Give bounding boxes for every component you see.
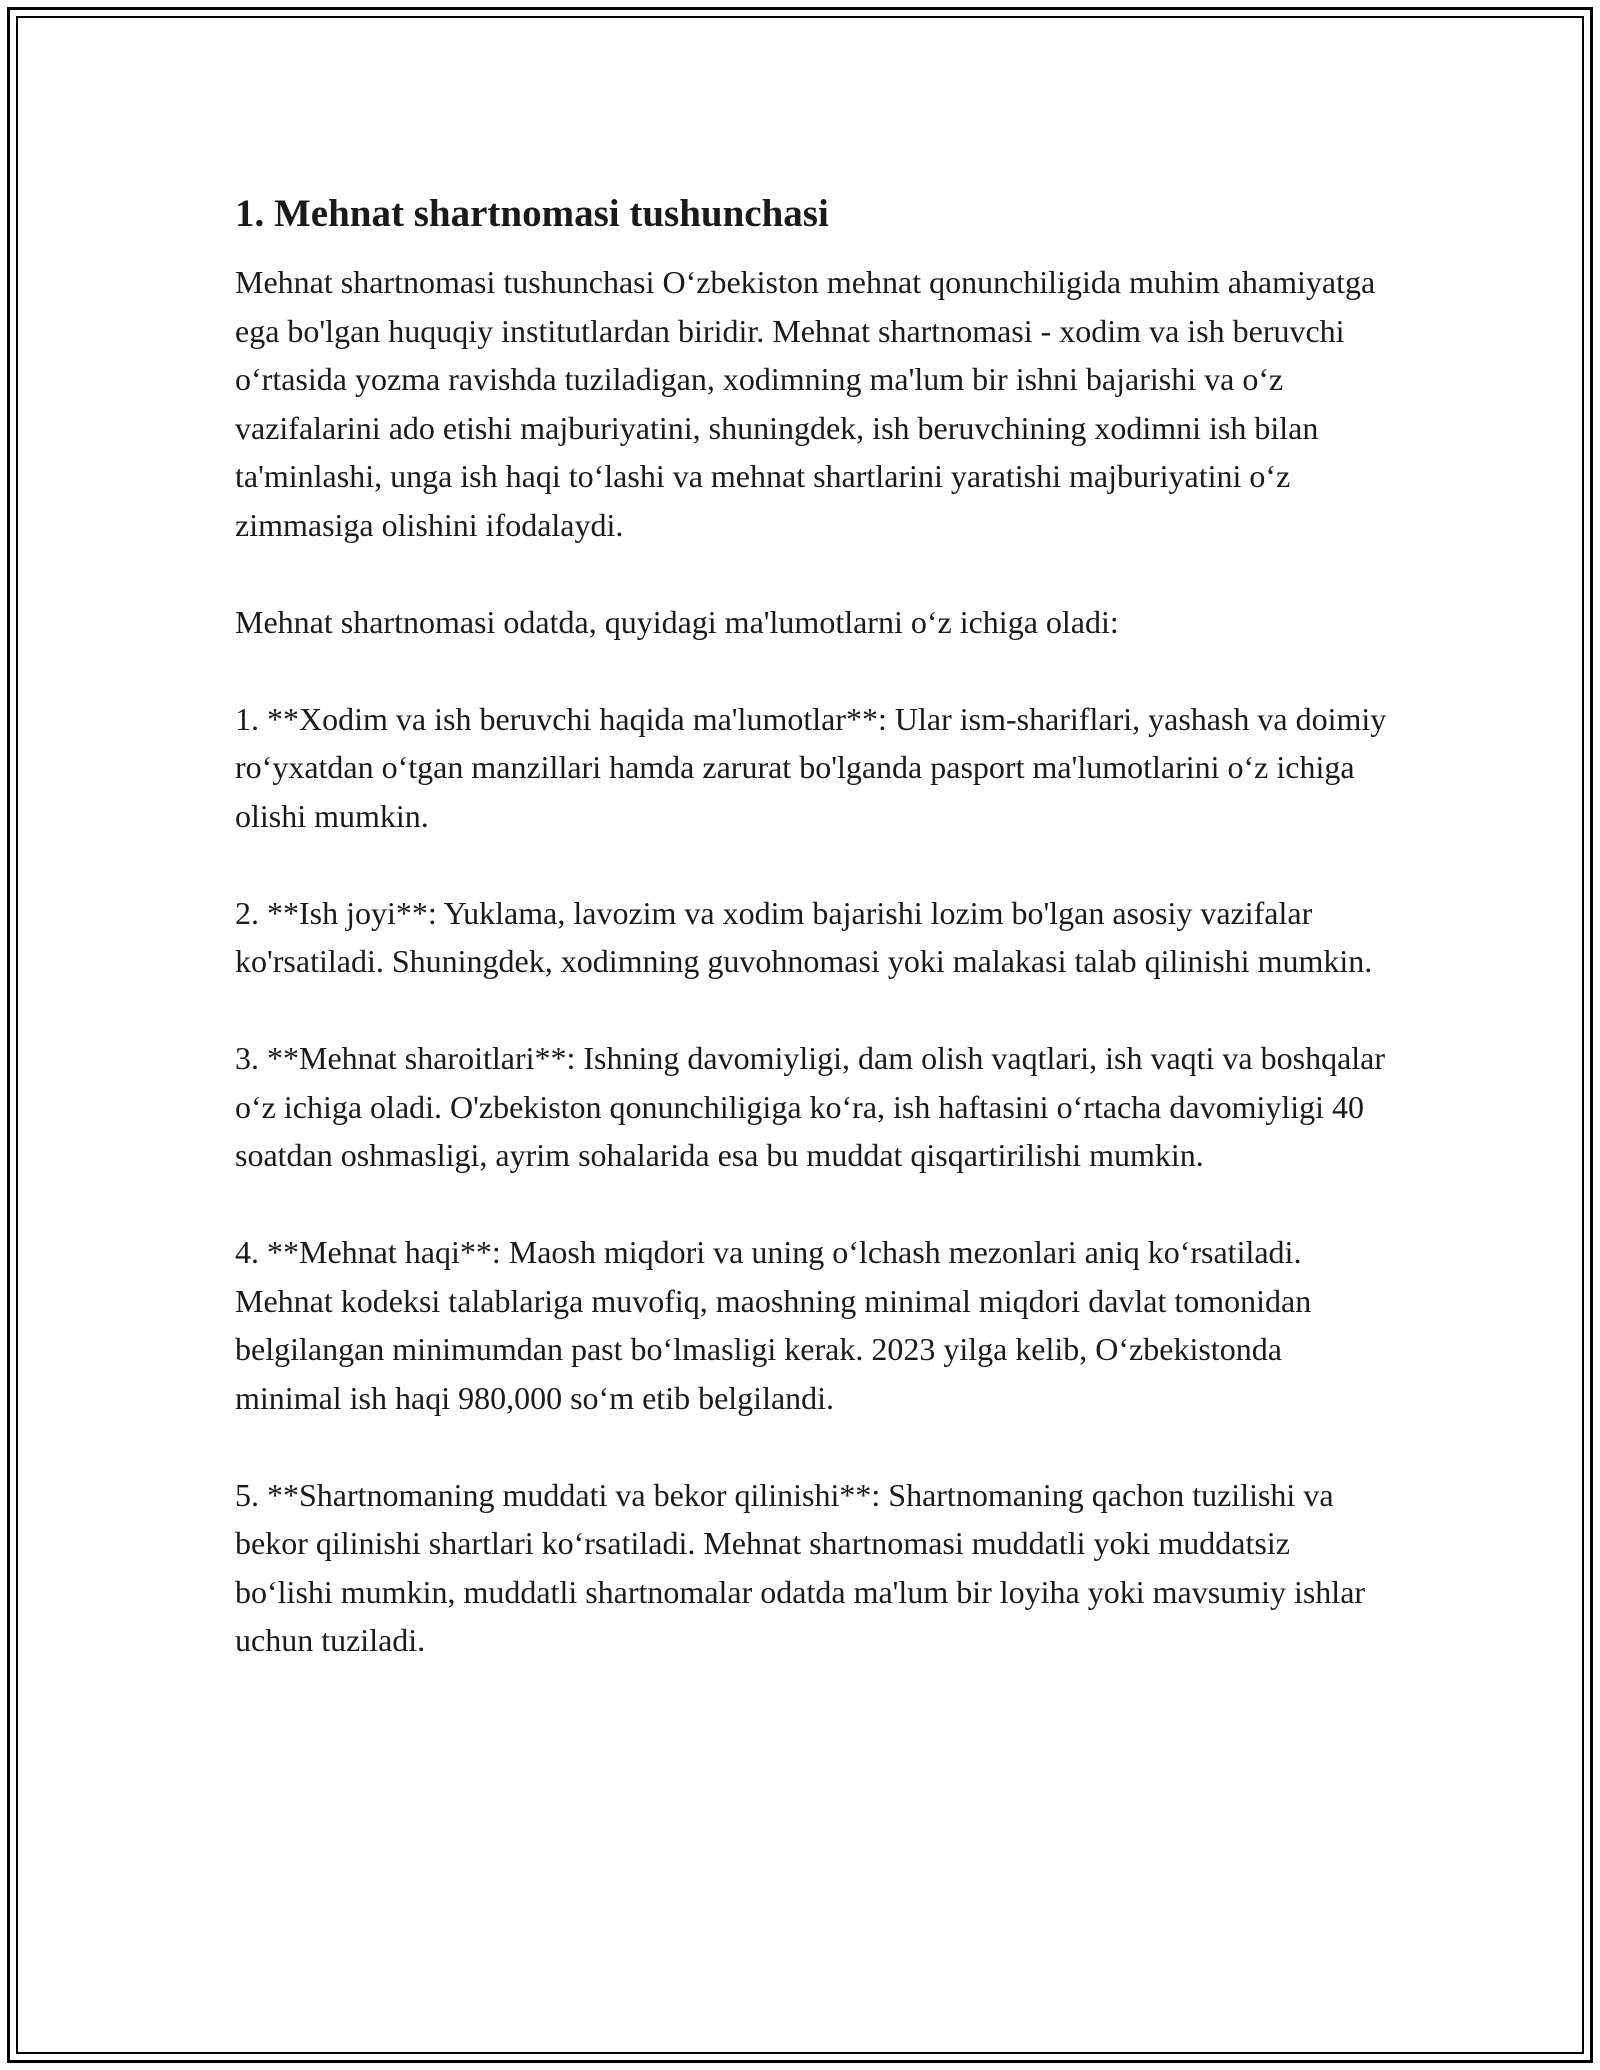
list-item-employee-employer-info: 1. **Xodim va ish beruvchi haqida ma'lumotlar**: Ular ism-shariflari, yashash va doimiy ro‘yxatdan o‘tgan manzillari hamda zarurat bo'lganda pasport ma'lumotlarini o‘z ichiga olishi mumkin. [235, 700, 1387, 834]
list-item-working-conditions: 3. **Mehnat sharoitlari**: Ishning davomiyligi, dam olish vaqtlari, ish vaqti va boshqalar o‘z ichiga oladi. O'zbekiston qonunchiligiga ko‘ra, ish haftasini o‘rtacha davomiyligi 40 soatdan oshmasligi, ayrim sohalarida esa bu muddat qisqartirilishi mumkin. [235, 1040, 1386, 1173]
section-heading: 1. Mehnat shartnomasi tushunchasi [235, 192, 829, 235]
list-item-workplace: 2. **Ish joyi**: Yuklama, lavozim va xodim bajarishi lozim bo'lgan asosiy vazifalar ko'rsatiladi. Shuningdek, xodimning guvohnomasi yoki malakasi talab qilinishi mumkin. [235, 894, 1373, 979]
intro-paragraph: Mehnat shartnomasi tushunchasi O‘zbekiston mehnat qonunchiligida muhim ahamiyatga ega bo'lgan huquqiy institutlardan biridir. Mehnat shartnomasi - xodim va ish beruvchi o‘rtasida yozma ravishda tuziladigan, xodimning ma'lum bir ishni bajarishi va o‘z vazifalarini ado etishi majburiyatini, shuningdek, ish beruvchining xodimni ish bilan ta'minlashi, unga ish haqi to‘lashi va mehnat shartlarini yaratishi majburiyatini o‘z zimmasiga olishini ifodalaydi. [235, 264, 1376, 543]
list-intro-paragraph: Mehnat shartnomasi odatda, quyidagi ma'lumotlarni o‘z ichiga oladi: [235, 603, 1119, 640]
list-item-contract-term: 5. **Shartnomaning muddati va bekor qilinishi**: Shartnomaning qachon tuzilishi va bekor qilinishi shartlari ko‘rsatiladi. Mehnat shartnomasi muddatli yoki muddatsiz bo‘lishi mumkin, muddatli shartnomalar odatda ma'lum bir loyiha yoki mavsumiy ishlar uchun tuziladi. [235, 1476, 1366, 1658]
document-body [235, 188, 1395, 1713]
list-item-wages: 4. **Mehnat haqi**: Maosh miqdori va uning o‘lchash mezonlari aniq ko‘rsatiladi. Mehnat kodeksi talablariga muvofiq, maoshning minimal miqdori davlat tomonidan belgilangan minimumdan past bo‘lmasligi kerak. 2023 yilga kelib, O‘zbekistonda minimal ish haqi 980,000 so‘m etib belgilandi. [235, 1234, 1312, 1416]
